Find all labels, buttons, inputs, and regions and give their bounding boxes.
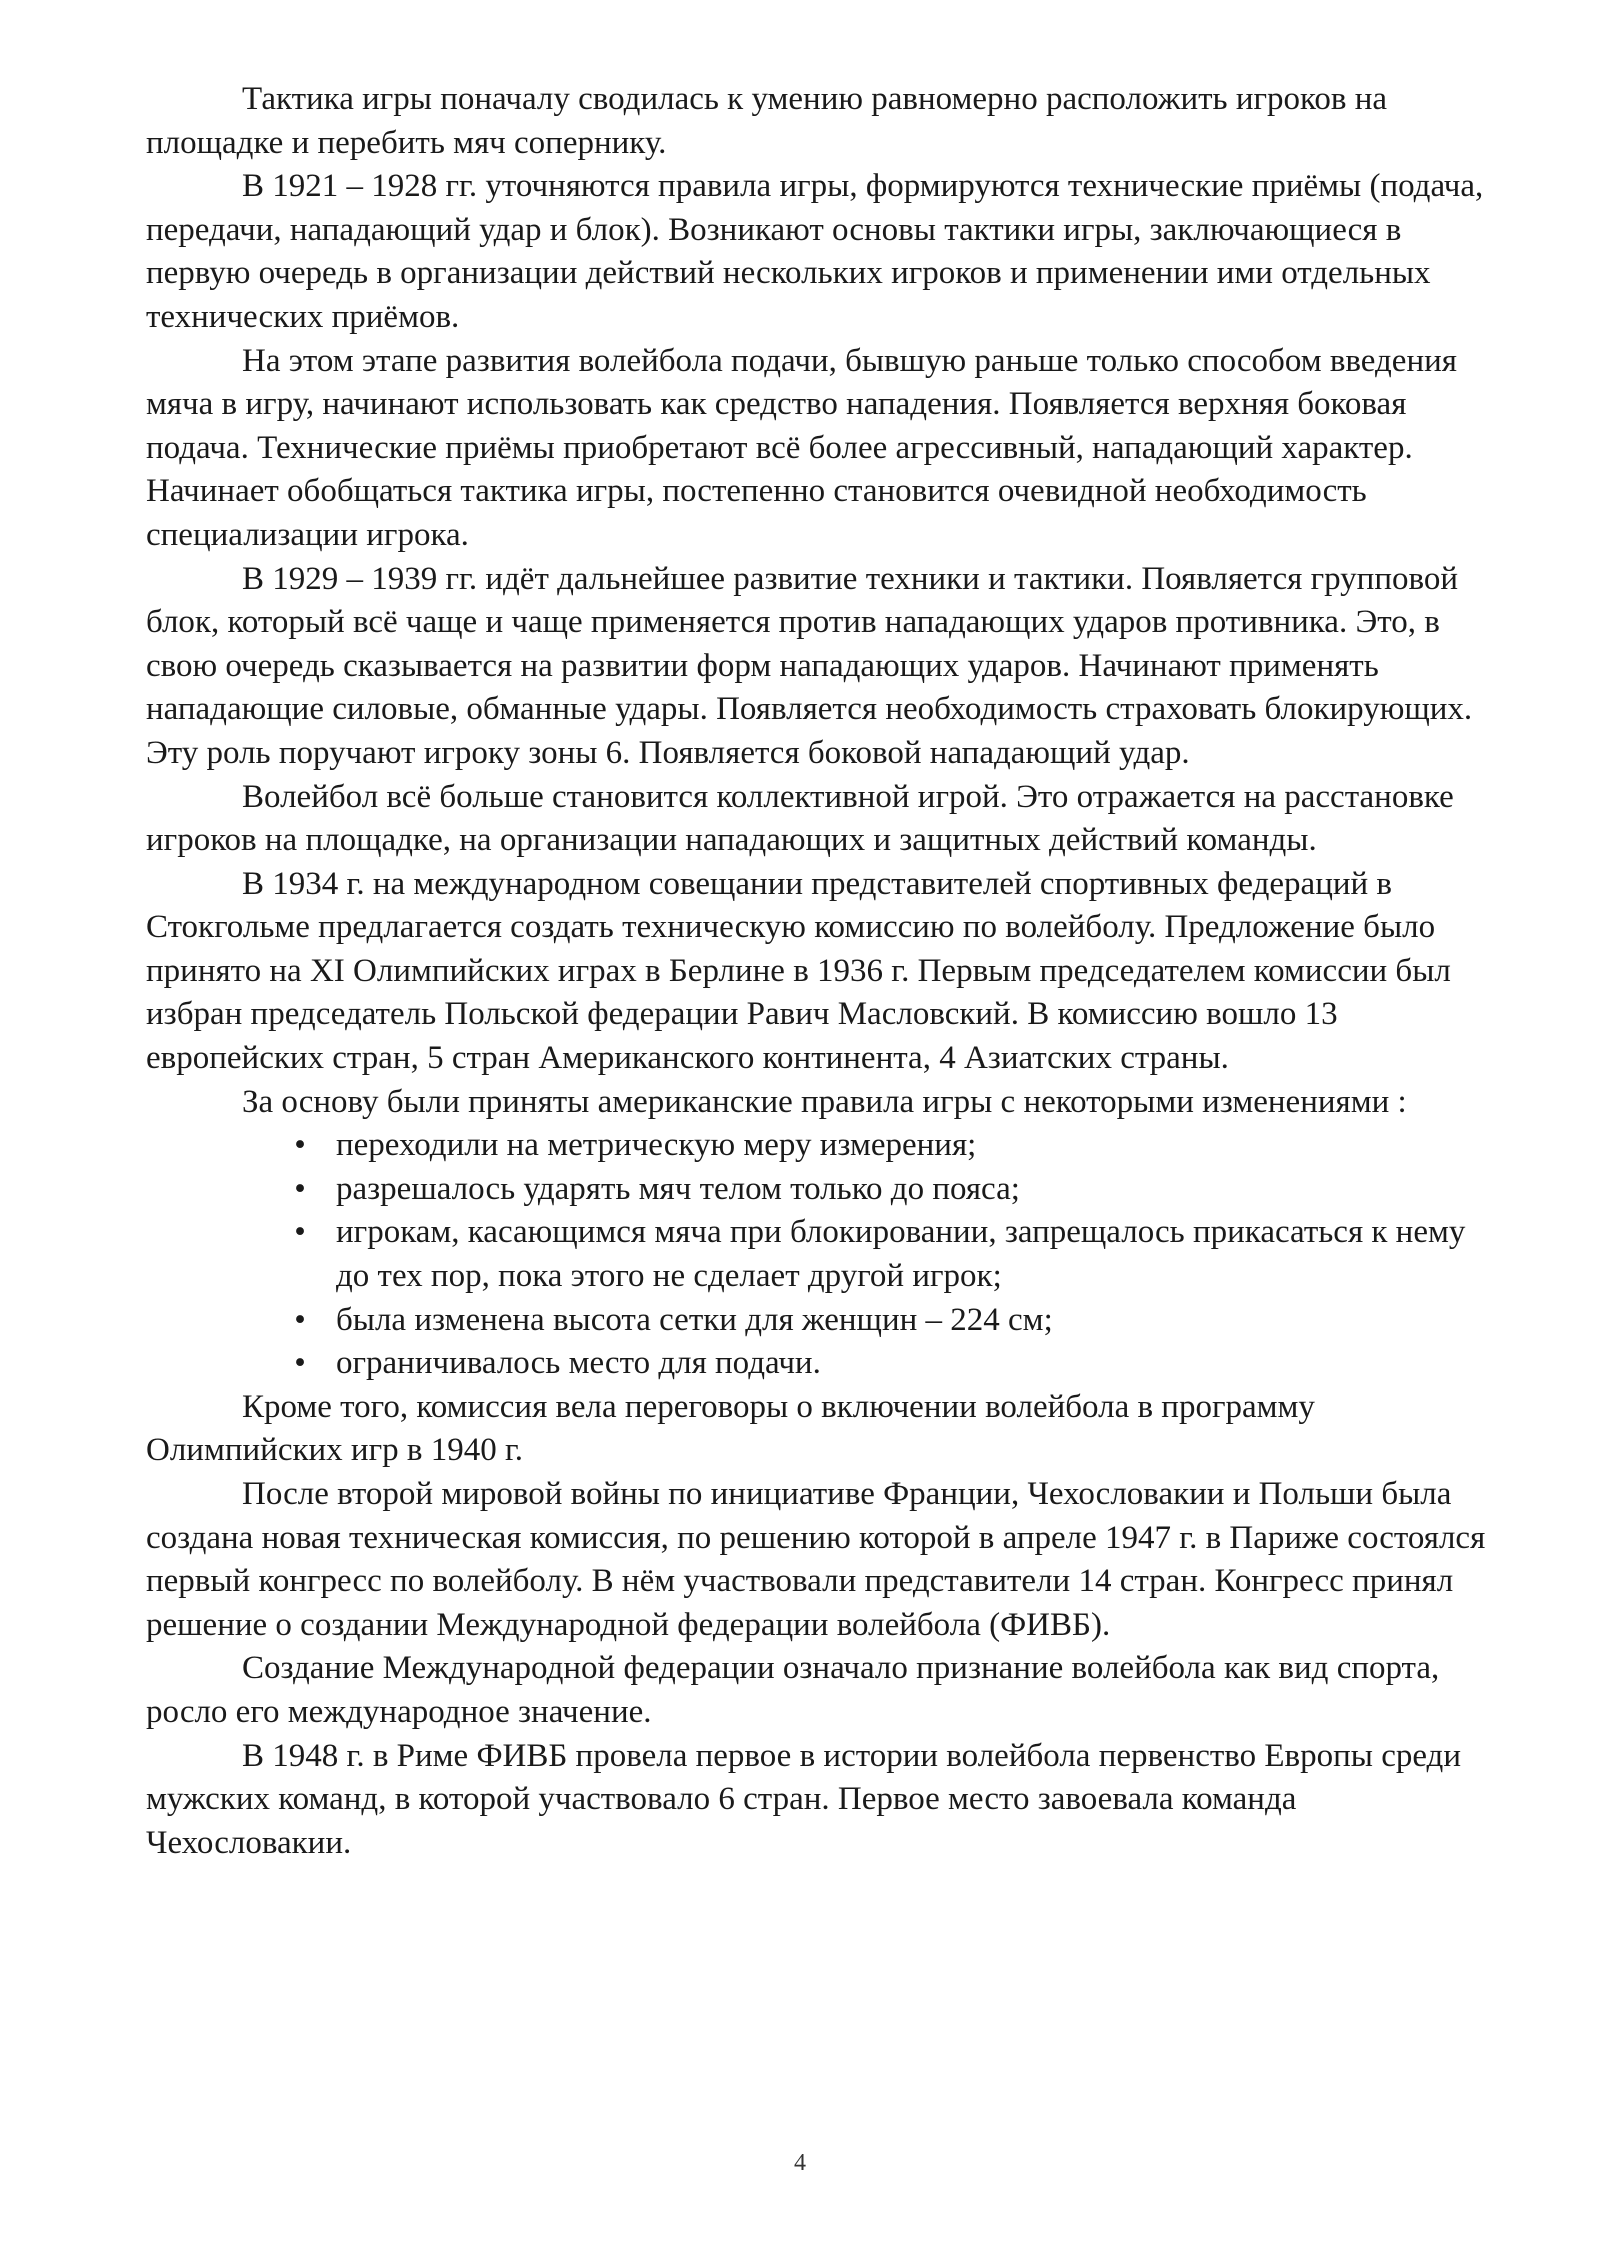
bullet-list bbox=[146, 1124, 1506, 1386]
paragraph: В 1934 г. на международном совещании представителей спортивных федераций в Стокгольме предлагается создать техническую комиссию по волейболу. Предложение было принято на XI Олимпийских играх в Берлине в 1936 г. Первым председателем комиссии был избран председатель Польской федерации Равич Масловский. В комиссию вошло 13 европейских стран, 5 стран Американского континента, 4 Азиатских страны. bbox=[146, 865, 1451, 1077]
paragraph: За основу были приняты американские правила игры с некоторыми изменениями : bbox=[242, 1083, 1407, 1120]
bullet-icon: • bbox=[294, 1345, 306, 1382]
paragraph: Тактика игры поначалу сводилась к умению равномерно расположить игроков на площадке и перебить мяч сопернику. bbox=[146, 81, 1388, 161]
list-item-text: разрешалось ударять мяч телом только до пояса; bbox=[336, 1170, 1020, 1207]
list-item bbox=[294, 1124, 1506, 1168]
paragraph: Кроме того, комиссия вела переговоры о включении волейбола в программу Олимпийских игр в 1940 г. bbox=[146, 1388, 1315, 1469]
list-item bbox=[294, 1211, 1506, 1298]
list-item-text: переходили на метрическую меру измерения; bbox=[336, 1127, 977, 1164]
paragraph: В 1929 – 1939 гг. идёт дальнейшее развитие техники и тактики. Появляется групповой блок, который всё чаще и чаще применяется против нападающих ударов противника. Это, в свою очередь сказывается на развитии форм нападающих ударов. Начинают применять нападающие силовые, обманные удары. Появляется необходимость страховать блокирующих. Эту роль поручают игроку зоны 6. Появляется боковой нападающий удар. bbox=[146, 560, 1473, 771]
list-item-text: игрокам, касающимся мяча при блокировании, запрещалось прикасаться к нему до тех пор, пока этого не сделает другой игрок; bbox=[336, 1214, 1466, 1295]
page-number: 4 bbox=[794, 2150, 806, 2176]
list-item-text: была изменена высота сетки для женщин – 224 см; bbox=[336, 1301, 1053, 1338]
document-page bbox=[146, 78, 1506, 1865]
paragraph: На этом этапе развития волейбола подачи, бывшую раньше только способом введения мяча в игру, начинают использовать как средство нападения. Появляется верхняя боковая подача. Технические приёмы приобретают всё более агрессивный, нападающий характер. Начинает обобщаться тактика игры, постепенно становится очевидной необходимость специализации игрока. bbox=[146, 342, 1457, 553]
list-item-text: ограничивалось место для подачи. bbox=[336, 1345, 821, 1382]
paragraph: В 1921 – 1928 гг. уточняются правила игры, формируются технические приёмы (подача, передачи, нападающий удар и блок). Возникают основы тактики игры, заключающиеся в первую очередь в организации действий нескольких игроков и применении ими отдельных технических приёмов. bbox=[146, 168, 1484, 335]
paragraph: В 1948 г. в Риме ФИВБ провела первое в истории волейбола первенство Европы среди мужских команд, в которой участвовало 6 стран. Первое место завоевала команда Чехословакии. bbox=[146, 1737, 1462, 1861]
bullet-icon: • bbox=[294, 1214, 306, 1251]
paragraph: Создание Международной федерации означало признание волейбола как вид спорта, росло его международное значение. bbox=[146, 1650, 1440, 1730]
list-item bbox=[294, 1342, 1506, 1386]
bullet-icon: • bbox=[294, 1301, 306, 1338]
list-item bbox=[294, 1299, 1506, 1343]
paragraph: После второй мировой войны по инициативе Франции, Чехословакии и Польши была создана новая техническая комиссия, по решению которой в апреле 1947 г. в Париже состоялся первый конгресс по волейболу. В нём участвовали представители 14 стран. Конгресс принял решение о создании Международной федерации волейбола (ФИВБ). bbox=[146, 1476, 1486, 1643]
bullet-icon: • bbox=[294, 1170, 306, 1207]
paragraph: Волейбол всё больше становится коллективной игрой. Это отражается на расстановке игроков на площадке, на организации нападающих и защитных действий команды. bbox=[146, 778, 1454, 859]
list-item bbox=[294, 1168, 1506, 1212]
bullet-icon: • bbox=[294, 1127, 306, 1164]
